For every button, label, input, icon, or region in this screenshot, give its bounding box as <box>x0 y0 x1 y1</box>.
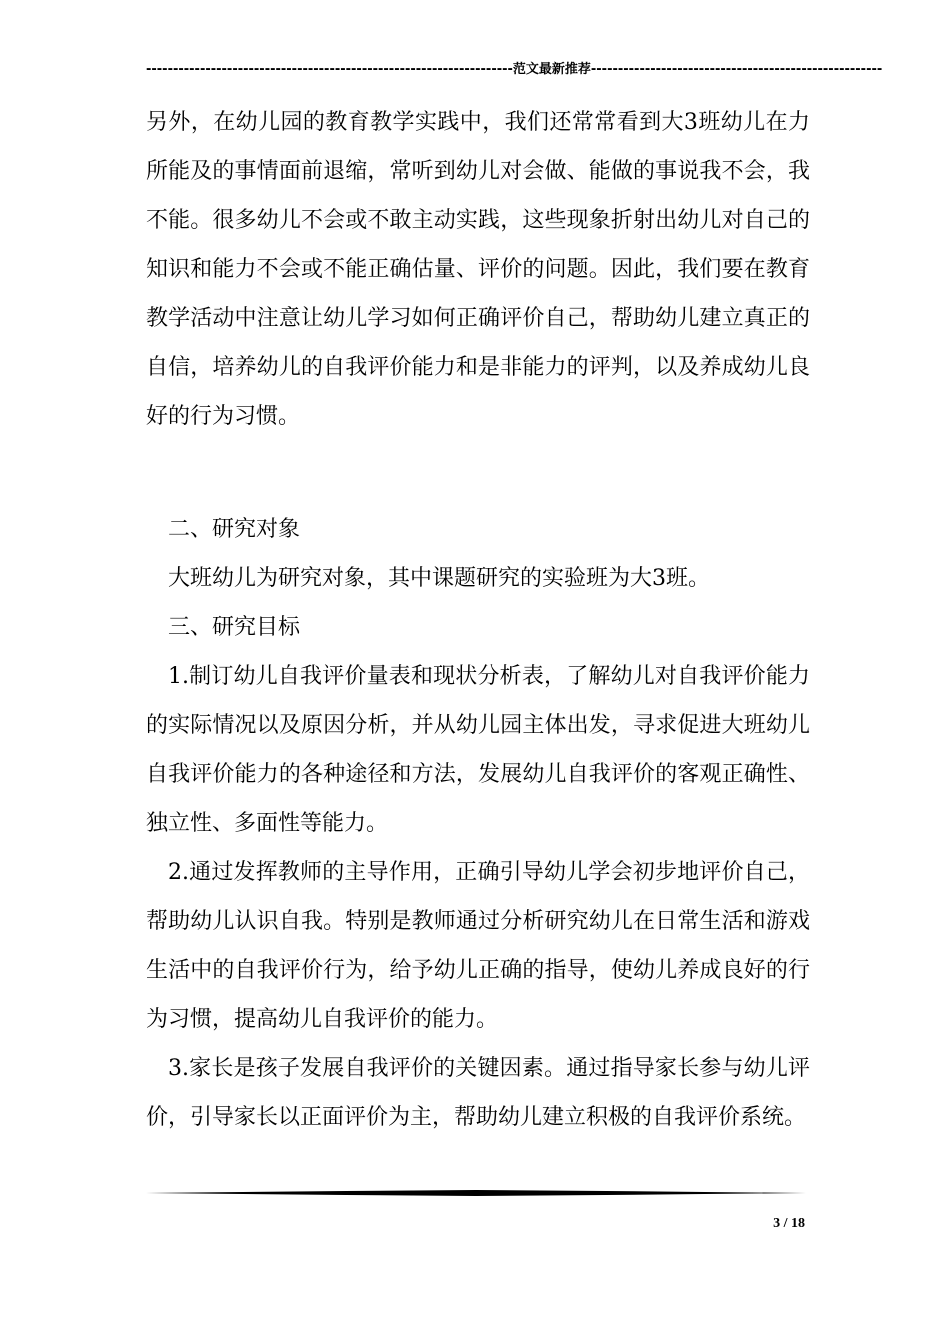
document-body <box>146 98 810 1142</box>
page-number: 3 / 18 <box>773 1216 805 1231</box>
goal-item-3: 3.家长是孩子发展自我评价的关键因素。通过指导家长参与幼儿评价，引导家长以正面评价为主，帮助幼儿建立积极的自我评价系统。 <box>146 1056 810 1130</box>
research-subjects-paragraph: 大班幼儿为研究对象，其中课题研究的实验班为大3班。 <box>168 566 710 591</box>
footer-divider <box>146 1186 806 1200</box>
page-header: --------------------------------------------------------------------范文最新推荐------------------------------------------------------ <box>146 62 883 77</box>
intro-paragraph: 另外，在幼儿园的教育教学实践中，我们还常常看到大3班幼儿在力所能及的事情面前退缩，常听到幼儿对会做、能做的事说我不会，我不能。很多幼儿不会或不敢主动实践，这些现象折射出幼儿对自己的知识和能力不会或不能正确估量、评价的问题。因此，我们要在教育教学活动中注意让幼儿学习如何正确评价自己，帮助幼儿建立真正的自信，培养幼儿的自我评价能力和是非能力的评判，以及养成幼儿良好的行为习惯。 <box>146 110 810 429</box>
paragraph-spacer <box>146 441 810 505</box>
section-heading-research-goals: 三、研究目标 <box>168 615 301 640</box>
goal-item-2: 2.通过发挥教师的主导作用，正确引导幼儿学会初步地评价自己，帮助幼儿认识自我。特别是教师通过分析研究幼儿在日常生活和游戏生活中的自我评价行为，给予幼儿正确的指导，使幼儿养成良好的行为习惯，提高幼儿自我评价的能力。 <box>146 860 810 1032</box>
goal-item-1: 1.制订幼儿自我评价量表和现状分析表，了解幼儿对自我评价能力的实际情况以及原因分析，并从幼儿园主体出发，寻求促进大班幼儿自我评价能力的各种途径和方法，发展幼儿自我评价的客观正确性、独立性、多面性等能力。 <box>146 664 810 836</box>
section-heading-research-subjects: 二、研究对象 <box>168 517 301 542</box>
